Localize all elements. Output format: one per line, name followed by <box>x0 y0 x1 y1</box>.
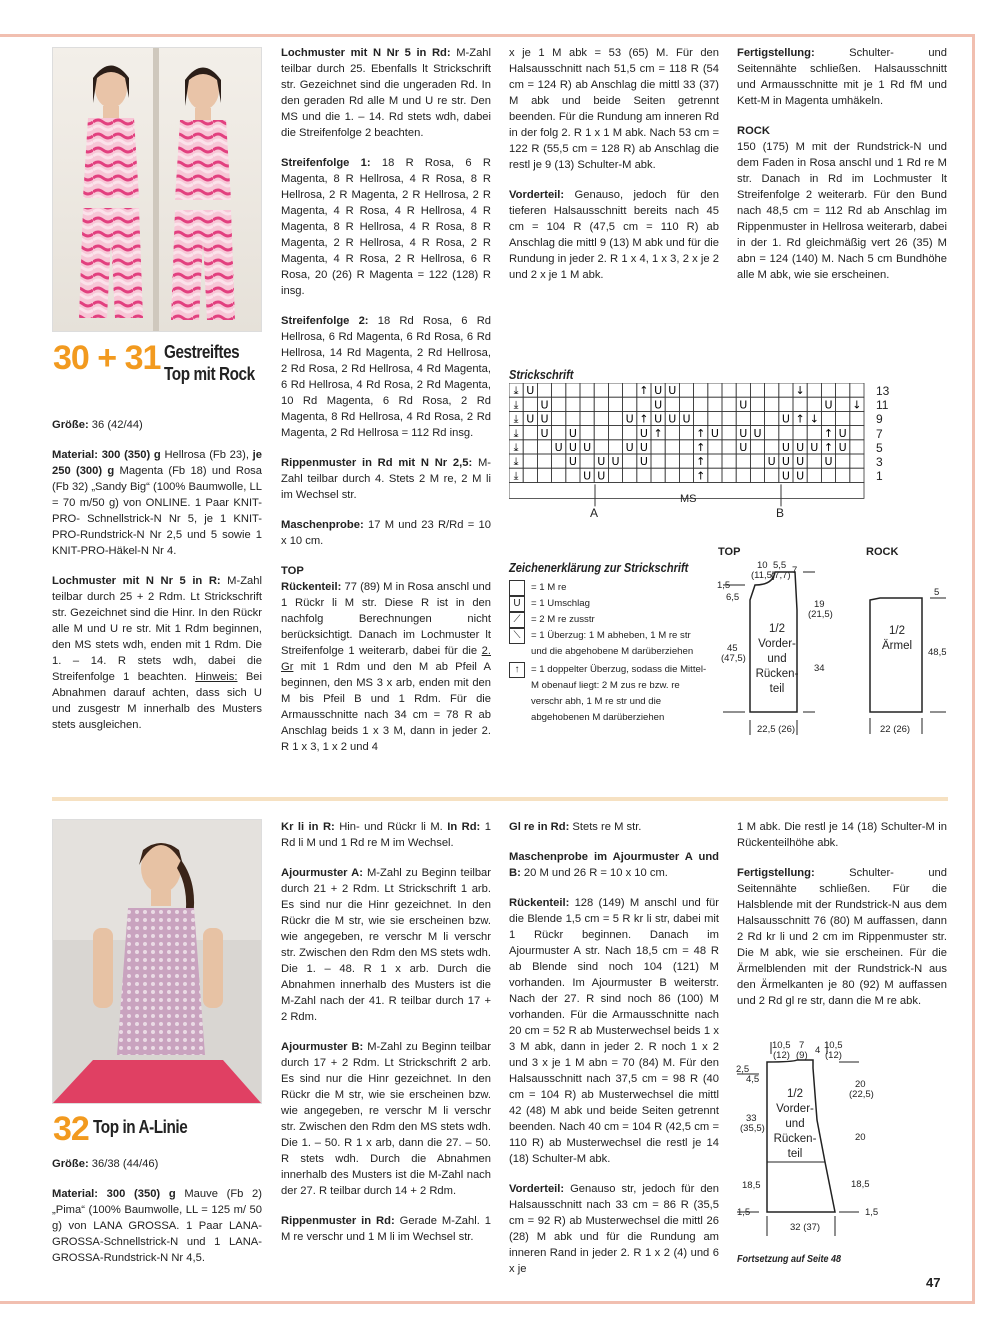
continuation-note: Fortsetzung auf Seite 48 <box>737 1254 842 1265</box>
chart-cell <box>594 383 608 397</box>
legend-item <box>509 580 709 596</box>
top-m-6-5: 6,5 <box>726 592 740 603</box>
chart-cell <box>722 468 736 482</box>
chart-stitch-symbol: ↑ <box>653 426 663 440</box>
chart-cell <box>722 411 736 425</box>
pattern1-col2-paragraph: Streifenfolge 1: 18 R Rosa, 6 R Magenta, 8 R Hellrosa, 4 R Rosa, 8 R Hellrosa, 2 R Magenta, 2 R Hellrosa, 2 R Magenta, 4 R Rosa, 4 R Hellrosa, 4 R Magenta, 8 R Hellrosa, 4 R Rosa, 8 R Magenta, 2 R Hellrosa, 4 R Rosa, 2 R Magenta, 4 R Rosa, 2 R Hellrosa, 6 R Rosa, 20 (26) R Magenta = 122 (128) R insg. <box>281 157 491 297</box>
pattern1-col2-paragraph: Streifenfolge 2: 18 Rd Rosa, 6 Rd Hellrosa, 6 Rd Magenta, 6 Rd Rosa, 6 Rd Hellrosa, 14 Rd Magenta, 2 Rd Hellrosa, 2 Rd Rosa, 2 Rd Hellrosa, 4 Rd Magenta, 6 Rd Hellrosa, 4 Rd Rosa, 2 Rd Magenta, 10 Rd Magenta, 6 Rd Rosa, 2 Rd Magenta, 8 Rd Hellrosa, 4 Rd Rosa, 2 Rd Magenta, 2 Rd Hellrosa = 112 Rd insg. <box>281 315 491 439</box>
p2-m-4-5: 4,5 <box>746 1074 760 1085</box>
pattern1-col1-paragraph: Material: 300 (350) g Hellrosa (Fb 23), je 250 (300) g Magenta (Fb 18) und Rosa (Fb 32) „Sandy Big“ (100% Baumwolle, LL = 70 m/50 g) von ONLINE. 1 Paar KNIT-PRO- Schnellstrick-N Nr 5, je 1 KNIT-PRO-Rundstrick-N Nr 2,5 und 5 sowie 1 KNIT-PRO-Häkel-N Nr 4. <box>52 449 263 557</box>
chart-stitch-symbol: U <box>781 412 790 426</box>
top-m-21-5: (21,5) <box>808 609 833 620</box>
p2-m-9: (9) <box>796 1050 808 1061</box>
chart-stitch-symbol: U <box>540 398 549 412</box>
chart-label-b: B <box>776 506 785 520</box>
chart-cell <box>580 383 594 397</box>
chart-stitch-symbol: U <box>568 426 577 440</box>
chart-cell <box>580 411 594 425</box>
chart-row-labels <box>876 384 896 483</box>
pattern2-col2-paragraph: Ajourmuster A: M-Zahl zu Beginn teilbar durch 21 + 2 Rdm. Lt Strickschrift 1 arb. Es sind nur die Hinr gezeichnet. In den Rückr die M str, wie sie erscheinen bzw. wie angegeben, re verschr M li verschr str. Zwischen den Rdm den MS stets wdh. Die 1. – 48. R 1 x arb. Durch die Abnahmen innerhalb des Musters ist die M-Zahl nach der 41. R teilbar durch 17 + 2 Rdm. <box>281 867 491 1023</box>
chart-cell <box>637 468 651 482</box>
legend-text: = 1 doppelter Überzug, sodass die Mittel-M obenauf liegt: 2 M zus re bzw. re verschr abh, 1 M re str und die abgehobenen M darüberziehen <box>531 664 707 723</box>
legend-heading: Zeichenerklärung zur Strickschrift <box>509 560 689 575</box>
chart-cell <box>793 426 807 440</box>
chart-grid <box>509 383 864 506</box>
chart-cell <box>765 426 779 440</box>
chart-stitch-symbol: ↑ <box>639 384 649 398</box>
chart-cell <box>594 426 608 440</box>
pattern1-title <box>53 341 271 385</box>
pattern1-column-2 <box>281 45 491 769</box>
legend-symbol-icon: ⟋ <box>509 612 525 628</box>
p2-m-12b: (12) <box>825 1050 842 1061</box>
legend-symbol-icon: ⟍ <box>509 628 525 644</box>
chart-cell <box>750 397 764 411</box>
pattern1-col1-paragraph: Lochmuster mit N Nr 5 in R: M-Zahl teilbar durch 25 + 2 Rdm. Lt Strickschrift str. Gezeichnet sind die Hinr. In den Rückr alle M und U re str. Mit 1 Rdm beginnen, den MS stets wdh, enden mit 1 Rdm. Die 1. – 14. R stets wdh, dabei die Streifenfolge 1 beachten. Hinweis: Bei Abnahmen darauf achten, dass sich U und zusgestr M innerhalb des Musters stets ausgleichen. <box>52 575 262 731</box>
chart-cell <box>623 397 637 411</box>
legend-text: = 1 Umschlag <box>531 598 590 609</box>
rock-m-22: 22 (26) <box>880 724 911 735</box>
chart-cell <box>679 454 693 468</box>
top-piece-label: 1/2 Vorder- und Rücken- teil <box>755 623 799 695</box>
chart-cell <box>552 411 566 425</box>
chart-cell <box>765 397 779 411</box>
chart-cell <box>651 454 665 468</box>
chart-stitch-symbol: U <box>838 441 847 454</box>
chart-stitch-symbol: U <box>739 441 748 454</box>
chart-cell <box>637 397 651 411</box>
chart-cell <box>821 411 835 425</box>
chart-stitch-symbol: U <box>824 398 833 412</box>
section-separator <box>52 797 948 801</box>
schematic-top-title: TOP <box>718 546 741 558</box>
chart-cell <box>594 411 608 425</box>
chart-cell <box>679 426 693 440</box>
schematic-rock-title: ROCK <box>866 546 899 558</box>
legend-text: = 2 M re zusstr <box>531 614 595 625</box>
chart-cell <box>523 397 537 411</box>
chart-row-label: 5 <box>876 440 883 455</box>
chart-cell <box>836 468 850 482</box>
chart-stitch-symbol: ↓ <box>809 412 819 426</box>
pattern2-col3-paragraph: Rückenteil: 128 (149) M anschl und für die Blende 1,5 cm = 5 R kr li str, dabei mit 1 Rückr beginnen. Danach im Ajourmuster A str. Nach 18,5 cm = 48 R ab Blende sind noch 104 (121) M vorhanden. Im Ajourmuster B weiterstr. Nach der 27. R sind noch 86 (100) M vorhanden. Für die Armausschnitte nach 20 cm = 52 R ab Musterwechsel beids 1 x 3 M abk, dann in jeder 2. R noch 1 x 2 und 3 x je 1 M abn = 70 (84) M. Für den Halsausschnitt nach 37,5 cm = 98 R (40 cm = 104 R) ab Musterwechsel die mittl 42 (48) M abk und beide Seiten getrennt beenden. Nach 40 cm = 104 R (42,5 cm = 110 R) ab Musterwechsel die restl je 14 (18) Schulter-M abk. <box>509 897 719 1165</box>
chart-stitch-symbol: ↑ <box>795 412 805 426</box>
chart-cell <box>552 397 566 411</box>
chart-stitch-symbol: U <box>710 426 719 440</box>
chart-stitch-symbol: U <box>639 426 648 440</box>
legend-text: = 1 Überzug: 1 M abheben, 1 M re str und die abgehobene M darüberziehen <box>531 630 694 657</box>
chart-cell <box>665 440 679 454</box>
chart-row-label: 7 <box>876 426 883 441</box>
chart-cell <box>679 397 693 411</box>
chart-cell <box>765 440 779 454</box>
chart-cell <box>594 397 608 411</box>
legend-item <box>509 662 709 726</box>
page-frame-right <box>972 34 975 1304</box>
chart-stitch-symbol: ⤓ <box>513 384 519 398</box>
chart-stitch-symbol: U <box>796 441 805 454</box>
pattern2-column-2 <box>281 819 491 1259</box>
chart-cell <box>537 383 551 397</box>
chart-stitch-symbol: U <box>639 455 648 469</box>
chart-cell <box>836 397 850 411</box>
chart-cell <box>694 397 708 411</box>
chart-cell <box>594 440 608 454</box>
chart-row-label: 1 <box>876 469 883 484</box>
chart-cell <box>807 397 821 411</box>
p2-piece-label: 1/2 Vorder- und Rücken- teil <box>773 1088 817 1160</box>
p2-m-10-5a: 10,5 <box>772 1040 791 1051</box>
chart-stitch-symbol: ↑ <box>696 441 706 454</box>
chart-cell <box>821 383 835 397</box>
chart-cell <box>722 440 736 454</box>
chart-cell <box>665 397 679 411</box>
p2-m-33: 33 <box>746 1113 757 1124</box>
chart-cell <box>765 383 779 397</box>
chart-cell <box>750 411 764 425</box>
top-m-22-5: 22,5 (26) <box>757 724 796 735</box>
chart-cell <box>807 454 821 468</box>
chart-stitch-symbol: ↑ <box>696 455 706 469</box>
chart-cell <box>850 440 864 454</box>
chart-cell <box>623 426 637 440</box>
chart-stitch-symbol: U <box>654 384 663 398</box>
p2-m-35-5: (35,5) <box>740 1123 765 1134</box>
chart-cell <box>708 440 722 454</box>
page-frame-top <box>0 34 975 37</box>
top-m-5-5: 5,5 <box>773 560 787 571</box>
chart-stitch-symbol: U <box>781 469 790 483</box>
chart-cell <box>807 468 821 482</box>
chart-cell <box>850 468 864 482</box>
rock-m-48-5: 48,5 <box>928 647 947 658</box>
chart-stitch-symbol: U <box>682 412 691 426</box>
pattern2-column-3 <box>509 819 719 1291</box>
chart-cell <box>651 468 665 482</box>
chart-stitch-symbol: ⤓ <box>513 455 519 469</box>
rock-m-5: 5 <box>934 587 940 598</box>
legend-item <box>509 612 709 628</box>
page-frame-bottom <box>0 1301 975 1304</box>
chart-cell <box>708 383 722 397</box>
top-m-47-5: (47,5) <box>721 653 746 664</box>
chart-stitch-symbol: U <box>810 441 819 454</box>
chart-stitch-symbol: ↓ <box>852 398 862 412</box>
chart-cell <box>552 454 566 468</box>
chart-cell <box>552 426 566 440</box>
chart-label-a: A <box>590 506 599 520</box>
chart-stitch-symbol: U <box>597 455 606 469</box>
chart-cell <box>750 440 764 454</box>
chart-stitch-symbol: U <box>597 469 606 483</box>
top-m-34: 34 <box>814 663 825 674</box>
pattern1-col4-paragraph: ROCK 150 (175) M mit der Rundstrick-N und dem Faden in Rosa anschl und 1 Rd re M str. Danach in Rd im Lochmuster lt Streifenfolge 2 weiterarb. Für den Bund nach 48,5 cm = 112 Rd ab Anschlag im Rippenmuster in Hellrosa weiterarb, dabei in der 1. Rd gleichmäßig vert 26 (35) M abn = 124 (140) M. Nach 5 cm Bundhöhe alle M abk, wie sie erscheinen. <box>737 125 947 281</box>
chart-cell <box>608 383 622 397</box>
pattern1-title-line1: Gestreiftes <box>164 342 240 362</box>
pattern1-title-line2: Top mit Rock <box>164 364 256 384</box>
chart-stitch-symbol: ⤓ <box>513 398 519 412</box>
chart-stitch-symbol: ↑ <box>696 469 706 483</box>
chart-stitch-symbol: ↑ <box>823 441 834 454</box>
chart-stitch-symbol: U <box>526 412 535 426</box>
pattern2-col3-paragraph: Gl re in Rd: Stets re M str. <box>509 821 642 833</box>
pattern1-col2-paragraph: Maschenprobe: 17 M und 23 R/Rd = 10 x 10 cm. <box>281 519 491 547</box>
pattern1-title-text <box>164 341 255 385</box>
pattern2-column-1 <box>52 1156 262 1280</box>
pattern2-title-text: Top in A-Linie <box>92 1117 188 1137</box>
chart-cell <box>836 411 850 425</box>
chart-cell <box>708 411 722 425</box>
chart-cell <box>821 468 835 482</box>
chart-stitch-symbol: U <box>540 412 549 426</box>
photo-a-line-top <box>52 819 262 1104</box>
top-m-7-7: (7,7) <box>771 570 791 581</box>
pattern2-title <box>53 1112 204 1146</box>
chart-stitch-symbol: U <box>625 412 634 426</box>
chart-cell <box>623 468 637 482</box>
chart-cell <box>765 468 779 482</box>
pattern2-col2-paragraph: Kr li in R: Hin- und Rückr li M. In Rd: 1 Rd li M und 1 Rd re M im Wechsel. <box>281 821 491 849</box>
legend-symbol-icon: U <box>509 596 525 612</box>
pattern1-col2-paragraph: TOP Rückenteil: 77 (89) M in Rosa anschl und 1 Rückr li M str. Diese R ist in den nachfolg Berechnungen nicht berücksichtigt. Danach im Lochmuster lt Streifenfolge 1 weiterarb, dabei für die 2. Gr mit 1 Rdm und den M ab Pfeil A beginnen, den MS 3 x arb, enden mit den M bis Pfeil B und 1 Rdm. Für die Armausschnitte nach 34 cm = 78 R ab Anschlag beids 1 x 3 M, dann in jeder 2. R 1 x 3, 1 x 2 und 4 <box>281 565 491 753</box>
chart-cell <box>679 440 693 454</box>
legend-text: = 1 M re <box>531 582 567 593</box>
chart-row-label: 13 <box>876 384 890 398</box>
chart-stitch-symbol: U <box>796 455 805 469</box>
p2-m-1-5b: 1,5 <box>865 1207 879 1218</box>
chart-stitch-symbol: U <box>781 455 790 469</box>
chart-cell <box>537 454 551 468</box>
pattern2-col2-paragraph: Rippenmuster in Rd: Gerade M-Zahl. 1 M re verschr und 1 M li im Wechsel str. <box>281 1215 492 1243</box>
legend-item <box>509 596 709 612</box>
chart-cell <box>580 397 594 411</box>
chart-stitch-symbol: U <box>739 426 748 440</box>
chart-stitch-symbol: ⤓ <box>513 426 519 440</box>
top-m-1-5: 1,5 <box>717 580 731 591</box>
chart-heading: Strickschrift <box>509 367 574 382</box>
chart-stitch-symbol: U <box>668 384 677 398</box>
chart-stitch-symbol: U <box>568 441 577 454</box>
chart-cell <box>722 383 736 397</box>
pattern1-col3-paragraph: x je 1 M abk = 53 (65) M. Für den Halsausschnitt nach 51,5 cm = 118 R (54 cm = 124 R) ab Anschlag die mittl 33 (37) M abk und beide Seiten getrennt beenden. Für die Rundung am inneren Rd in der folg 2. R 1 x 1 M abk. Nach 53 cm = 122 R (55,5 cm = 128 R) ab Anschlag die restl je 9 (13) Schulter-M abk. <box>509 47 719 171</box>
pattern1-number: 30 + 31 <box>53 339 161 377</box>
chart-cell <box>765 411 779 425</box>
chart-row-label: 11 <box>876 398 889 413</box>
rock-piece-label: 1/2 Ärmel <box>881 625 913 652</box>
chart-cell <box>694 411 708 425</box>
pattern2-col4-paragraph: 1 M abk. Die restl je 14 (18) Schulter-M in Rückenteilhöhe abk. <box>737 821 947 849</box>
chart-stitch-symbol: ⤓ <box>513 441 519 454</box>
chart-cell <box>722 397 736 411</box>
chart-cell <box>580 426 594 440</box>
chart-stitch-symbol: ⤓ <box>513 412 519 426</box>
chart-cell <box>665 454 679 468</box>
p2-m-22-5: (22,5) <box>849 1089 874 1100</box>
p2-m-10-5b: 10,5 <box>824 1040 843 1051</box>
chart-stitch-symbol: U <box>526 384 535 398</box>
chart-cell <box>523 440 537 454</box>
chart-cell <box>566 383 580 397</box>
chart-cell <box>523 426 537 440</box>
chart-stitch-symbol: U <box>554 441 563 454</box>
chart-cell <box>552 468 566 482</box>
top-m-11-5: (11,5) <box>751 570 776 581</box>
chart-stitch-symbol: U <box>639 441 648 454</box>
chart-cell <box>722 454 736 468</box>
chart-stitch-symbol: U <box>540 426 549 440</box>
chart-cell <box>807 426 821 440</box>
chart-stitch-symbol: U <box>668 412 677 426</box>
chart-cell <box>736 383 750 397</box>
chart-stitch-symbol: U <box>654 412 663 426</box>
chart-cell <box>566 397 580 411</box>
top-m-45: 45 <box>727 643 738 654</box>
top-m-7: 7 <box>792 565 798 576</box>
chart-cell <box>779 397 793 411</box>
chart-stitch-symbol: U <box>583 441 592 454</box>
chart-cell <box>850 426 864 440</box>
chart-stitch-symbol: U <box>654 398 663 412</box>
p2-m-20b: 20 <box>855 1132 866 1143</box>
chart-stitch-symbol: ↑ <box>823 426 834 440</box>
pattern2-column-4 <box>737 819 947 1023</box>
chart-cell <box>623 454 637 468</box>
chart-cell <box>694 383 708 397</box>
chart-cell <box>523 468 537 482</box>
chart-cell <box>608 426 622 440</box>
chart-cell <box>779 426 793 440</box>
chart-cell <box>850 383 864 397</box>
chart-cell <box>807 383 821 397</box>
chart-stitch-symbol: ↓ <box>795 384 805 398</box>
chart-cell <box>836 454 850 468</box>
chart-cell <box>580 454 594 468</box>
chart-cell <box>623 383 637 397</box>
pattern2-col4-paragraph: Fertigstellung: Schulter- und Seitennähte schließen. Für die Halsblende mit der Rundstrick-N aus dem Halsausschnitt 76 (80) M auffassen, dann 2 Rd kr li und 2 cm im Rippenmuster str. Die M abk, wie sie erscheinen. Für die Ärmelblenden mit der Rundstrick-N aus den Ärmelkanten je 80 (92) M auffassen und 2 Rd gl re str, dann die M re abk. <box>737 867 947 1007</box>
p2-m-32: 32 (37) <box>790 1222 821 1233</box>
chart-cell <box>750 383 764 397</box>
chart-stitch-symbol: U <box>767 455 776 469</box>
chart-cell <box>566 468 580 482</box>
p2-m-20a: 20 <box>855 1079 866 1090</box>
chart-stitch-symbol: U <box>796 469 805 483</box>
chart-stitch-symbol: ↑ <box>696 426 706 440</box>
chart-cell <box>836 383 850 397</box>
chart-cell <box>779 383 793 397</box>
pattern1-col2-paragraph: Rippenmuster in Rd mit N Nr 2,5: M-Zahl teilbar durch 4. Stets 2 M re, 2 M li im Wechsel str. <box>281 457 492 501</box>
chart-cell <box>651 440 665 454</box>
chart-cell <box>608 397 622 411</box>
chart-stitch-symbol: U <box>781 441 790 454</box>
pattern2-col3-paragraph: Maschenprobe im Ajourmuster A und B: 20 M und 26 R = 10 x 10 cm. <box>509 851 719 879</box>
p2-m-12a: (12) <box>773 1050 790 1061</box>
chart-cell <box>523 454 537 468</box>
chart-cell <box>722 426 736 440</box>
pattern2-col1-paragraph: Material: 300 (350) g Mauve (Fb 2) „Pima“ (100% Baumwolle, LL = 125 m/ 50 g) von LANA GROSSA. 1 Paar LANA-GROSSA-Schnellstrick-N und 1 LANA-GROSSA-Rundstrick-N Nr 4,5. <box>52 1188 262 1264</box>
chart-label-ms: MS <box>680 493 697 505</box>
chart-cell <box>537 440 551 454</box>
top-m-10: 10 <box>757 560 768 571</box>
legend-symbol-icon <box>509 580 525 596</box>
chart-stitch-symbol: U <box>625 441 634 454</box>
pattern1-col2-paragraph: Lochmuster mit N Nr 5 in Rd: M-Zahl teilbar durch 25. Ebenfalls lt Strickschrift str. Gezeichnet sind die ungeraden Rd. In den geraden Rd alle M und U re str. Den MS und die 1. – 14. Rd stets wdh, dabei die Streifenfolge 2 beachten. <box>281 47 491 139</box>
pattern2-col1-paragraph: Größe: 36/38 (44/46) <box>52 1158 159 1170</box>
legend-item <box>509 628 709 660</box>
p2-m-18-5b: 18,5 <box>851 1179 870 1190</box>
chart-row-label: 3 <box>876 455 883 470</box>
pattern2-col3-paragraph: Vorderteil: Genauso str, jedoch für den Halsausschnitt nach 33 cm = 86 R (35,5 cm = 92 R) ab Musterwechsel die mittl 26 (28) M abk und für die Rundung am inneren Rand in jeder 2. R 1 x 2 (4) und 6 x je <box>509 1183 719 1275</box>
legend-symbol-icon: ↑ <box>509 662 525 678</box>
chart-cell <box>608 468 622 482</box>
chart-cell <box>750 468 764 482</box>
chart-cell <box>793 397 807 411</box>
chart-cell <box>608 411 622 425</box>
schematic-rock-drawing <box>860 580 970 740</box>
chart-cell <box>665 468 679 482</box>
chart-cell <box>736 468 750 482</box>
top-m-19: 19 <box>814 599 825 610</box>
chart-cell <box>608 440 622 454</box>
chart-cell <box>708 454 722 468</box>
chart-cell <box>750 454 764 468</box>
pattern1-col3-paragraph: Vorderteil: Genauso, jedoch für den tieferen Halsausschnitt bereits nach 45 cm = 104 R (47,5 cm = 110 R) ab Anschlag die mittl 9 (13) M abk und für die Rundung in jeder 2. R 1 x 4, 1 x 3, 2 x je 2 und 2 x je 1 M abk. <box>509 189 719 281</box>
chart-cell <box>736 411 750 425</box>
chart-stitch-symbol: ↑ <box>639 412 649 426</box>
chart-cell <box>708 468 722 482</box>
pattern1-col1-paragraph: Größe: 36 (42/44) <box>52 419 143 431</box>
p2-m-7: 7 <box>799 1040 805 1051</box>
pattern1-column-4 <box>737 45 947 297</box>
p2-m-18-5a: 18,5 <box>742 1180 761 1191</box>
chart-stitch-symbol: U <box>739 398 748 412</box>
chart-cell <box>736 454 750 468</box>
page-number: 47 <box>926 1275 941 1290</box>
chart-stitch-symbol: U <box>583 469 592 483</box>
chart-cell <box>566 411 580 425</box>
pattern2-number: 32 <box>53 1110 89 1148</box>
p2-m-4: 4 <box>815 1045 821 1056</box>
chart-stitch-symbol: U <box>838 426 847 440</box>
chart-cell <box>850 411 864 425</box>
pattern1-column-3 <box>509 45 719 297</box>
chart-cell <box>850 454 864 468</box>
chart-cell <box>679 383 693 397</box>
photo-striped-top-skirt <box>52 47 262 332</box>
pattern2-col2-paragraph: Ajourmuster B: M-Zahl zu Beginn teilbar durch 17 + 2 Rdm. Lt Strickschrift 2 arb. Es sind nur die Hinr gezeichnet. In den Rückr die M str, wie sie erscheinen bzw. wie angegeben, re verschr M li verschr str. Zwischen den Rdm den MS stets wdh. Die 1. – 50. R 1 x arb, dann die 27. – 50. R stets wdh. Durch die Abnahmen innerhalb des Musters ist die M-Zahl nach der 27. R teilbar durch 14 + 2 Rdm. <box>281 1041 491 1197</box>
p2-m-1-5a: 1,5 <box>737 1207 751 1218</box>
chart-cell <box>552 383 566 397</box>
chart-stitch-symbol: U <box>753 426 762 440</box>
chart-cell <box>665 426 679 440</box>
chart-row-label: 9 <box>876 412 883 427</box>
pattern1-column-1 <box>52 417 262 747</box>
chart-cell <box>679 468 693 482</box>
chart-stitch-symbol: U <box>568 455 577 469</box>
chart-stitch-symbol: ⤓ <box>513 469 519 483</box>
p2-m-2-5: 2,5 <box>736 1064 750 1075</box>
chart-cell <box>537 468 551 482</box>
chart-stitch-symbol: U <box>611 455 620 469</box>
chart-cell <box>708 397 722 411</box>
pattern1-col4-paragraph: Fertigstellung: Schulter- und Seitennähte schließen. Halsausschnitt und Armausschnitte mit je 1 Rd fM und Kett-M in Magenta umhäkeln. <box>737 47 947 107</box>
chart-stitch-symbol: U <box>824 455 833 469</box>
